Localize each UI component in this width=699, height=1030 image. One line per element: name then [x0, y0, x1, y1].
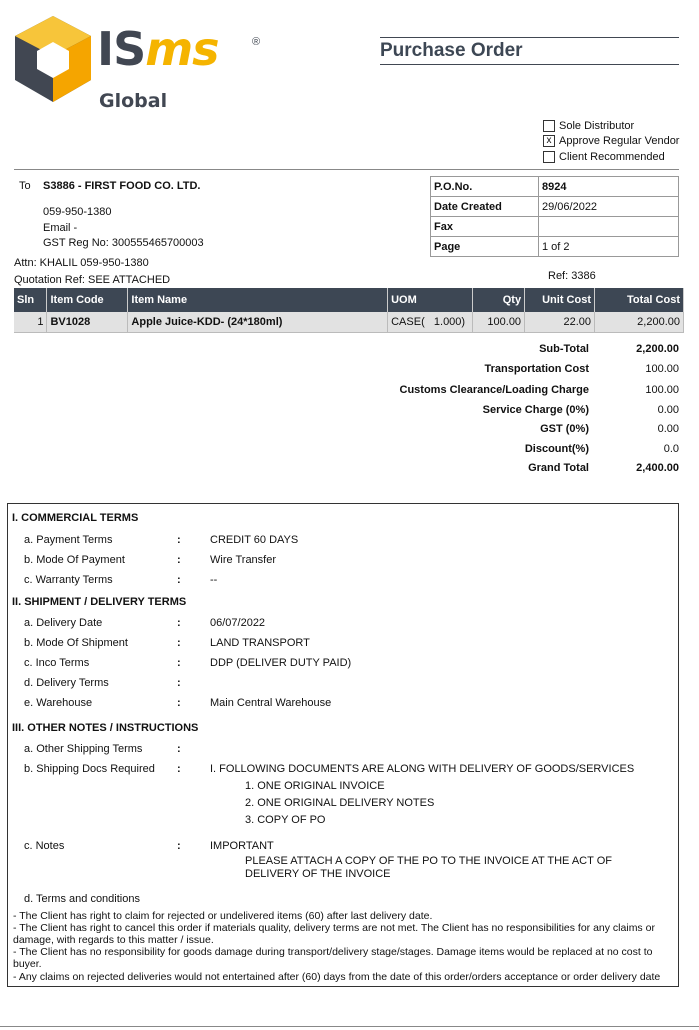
mode-of-shipment-label: b. Mode Of Shipment — [24, 637, 128, 649]
inco-terms-label: c. Inco Terms — [24, 657, 90, 669]
colon: : — [177, 677, 181, 689]
section-other-notes: III. OTHER NOTES / INSTRUCTIONS — [12, 722, 199, 734]
notes-important: IMPORTANT — [210, 840, 274, 852]
grand-total-value: 2,400.00 — [636, 462, 679, 474]
payment-terms-label: a. Payment Terms — [24, 534, 113, 546]
condition-item: - The Client has right to claim for rejected or undelivered items (60) after last delivery date. — [13, 910, 433, 922]
page-title: Purchase Order — [380, 40, 523, 61]
option-client-recommended[interactable]: Client Recommended — [543, 149, 665, 164]
vendor-name: S3886 - FIRST FOOD CO. LTD. — [43, 180, 201, 192]
delivery-date-value: 06/07/2022 — [210, 617, 266, 629]
option-sole-distributor[interactable]: Sole Distributor — [543, 118, 634, 133]
table-header-row — [14, 288, 684, 312]
vendor-phone: 059-950-1380 — [43, 206, 112, 218]
notes-label: c. Notes — [24, 840, 65, 852]
checkbox-checked[interactable]: x — [543, 135, 555, 147]
service-label: Service Charge (0%) — [482, 404, 589, 416]
warehouse-label: e. Warehouse — [24, 697, 93, 709]
notes-line: PLEASE ATTACH A COPY OF THE PO TO THE INVOICE AT THE ACT OF — [245, 855, 612, 867]
colon: : — [177, 657, 181, 669]
customs-label: Customs Clearance/Loading Charge — [399, 384, 589, 396]
colon: : — [177, 697, 181, 709]
colon: : — [177, 534, 181, 546]
col-unit-cost: Unit Cost — [525, 288, 595, 312]
transport-value: 100.00 — [645, 363, 679, 375]
quotation-ref: Quotation Ref: SEE ATTACHED — [14, 274, 171, 286]
delivery-date-label: a. Delivery Date — [24, 617, 103, 629]
discount-value: 0.0 — [663, 443, 679, 455]
mode-of-shipment-value: LAND TRANSPORT — [210, 637, 310, 649]
colon: : — [177, 763, 181, 775]
subtotal-label: Sub-Total — [539, 343, 589, 355]
colon: : — [177, 840, 181, 852]
colon: : — [177, 574, 181, 586]
col-qty: Qty — [473, 288, 525, 312]
condition-item: - The Client has no responsibility for goods damage during transport/delivery stage/stages. Damage items would be replaced at no cost to buyer. — [13, 946, 653, 970]
checkbox[interactable] — [543, 151, 555, 163]
divider — [14, 169, 679, 170]
info-row: Fax — [431, 217, 679, 237]
vendor-gst: GST Reg No: 300555465700003 — [43, 237, 204, 249]
registered-mark: ® — [252, 36, 261, 48]
colon: : — [177, 554, 181, 566]
vendor-attn: Attn: KHALIL 059-950-1380 — [14, 257, 149, 269]
warranty-label: c. Warranty Terms — [24, 574, 113, 586]
mode-of-payment-label: b. Mode Of Payment — [24, 554, 125, 566]
delivery-terms-label: d. Delivery Terms — [24, 677, 109, 689]
logo-wordmark: ISms — [97, 22, 219, 76]
col-item-name: Item Name — [128, 288, 388, 312]
shipping-docs-intro: I. FOLLOWING DOCUMENTS ARE ALONG WITH DELIVERY OF GOODS/SERVICES — [210, 763, 635, 775]
col-item-code: Item Code — [47, 288, 128, 312]
gst-value: 0.00 — [657, 423, 679, 435]
transport-label: Transportation Cost — [484, 363, 589, 375]
vendor-email: Email - — [43, 222, 78, 234]
company-logo-icon — [12, 14, 94, 104]
gst-label: GST (0%) — [540, 423, 589, 435]
customs-value: 100.00 — [645, 384, 679, 396]
other-shipping-label: a. Other Shipping Terms — [24, 743, 143, 755]
logo-subtitle: Global — [99, 90, 168, 112]
table-row: 1 BV1028 Apple Juice-KDD- (24*180ml) CASE( 1.000) 100.00 22.00 2,200.00 — [14, 312, 684, 332]
warehouse-value: Main Central Warehouse — [210, 697, 332, 709]
colon: : — [177, 617, 181, 629]
col-uom: UOM — [388, 288, 473, 312]
doc-item: 3. COPY OF PO — [245, 814, 326, 826]
info-row: Page 1 of 2 — [431, 237, 679, 257]
payment-terms-value: CREDIT 60 DAYS — [210, 534, 299, 546]
service-value: 0.00 — [657, 404, 679, 416]
info-row: P.O.No. 8924 — [431, 177, 679, 197]
option-approve-regular-vendor[interactable]: x Approve Regular Vendor — [543, 133, 679, 148]
col-sln: Sln — [14, 288, 47, 312]
info-row: Date Created 29/06/2022 — [431, 197, 679, 217]
col-total-cost: Total Cost — [595, 288, 684, 312]
ref-number: Ref: 3386 — [548, 270, 596, 282]
doc-item: 1. ONE ORIGINAL INVOICE — [245, 780, 385, 792]
shipping-docs-label: b. Shipping Docs Required — [24, 763, 155, 775]
doc-item: 2. ONE ORIGINAL DELIVERY NOTES — [245, 797, 435, 809]
section-shipment-terms: II. SHIPMENT / DELIVERY TERMS — [12, 596, 187, 608]
conditions-label: d. Terms and conditions — [24, 893, 140, 905]
discount-label: Discount(%) — [524, 443, 589, 455]
colon: : — [177, 743, 181, 755]
condition-item: - The Client has right to cancel this order if materials quality, delivery terms are not met. The Client has no responsibilities for any claims or damage, with regards to this matter / issue. — [13, 922, 655, 946]
section-commercial-terms: I. COMMERCIAL TERMS — [12, 512, 139, 524]
to-label: To — [19, 180, 31, 192]
page-bottom-divider — [0, 1026, 699, 1027]
notes-line: DELIVERY OF THE INVOICE — [245, 868, 391, 880]
warranty-value: -- — [210, 574, 218, 586]
grand-total-label: Grand Total — [528, 462, 589, 474]
checkbox[interactable] — [543, 120, 555, 132]
colon: : — [177, 637, 181, 649]
inco-terms-value: DDP (DELIVER DUTY PAID) — [210, 657, 352, 669]
po-info-table — [430, 176, 679, 257]
mode-of-payment-value: Wire Transfer — [210, 554, 277, 566]
items-table — [14, 288, 684, 333]
condition-item: - Any claims on rejected deliveries would not entertained after (60) days from the date of this order/orders acceptance or order delivery date — [13, 971, 661, 983]
subtotal-value: 2,200.00 — [636, 343, 679, 355]
